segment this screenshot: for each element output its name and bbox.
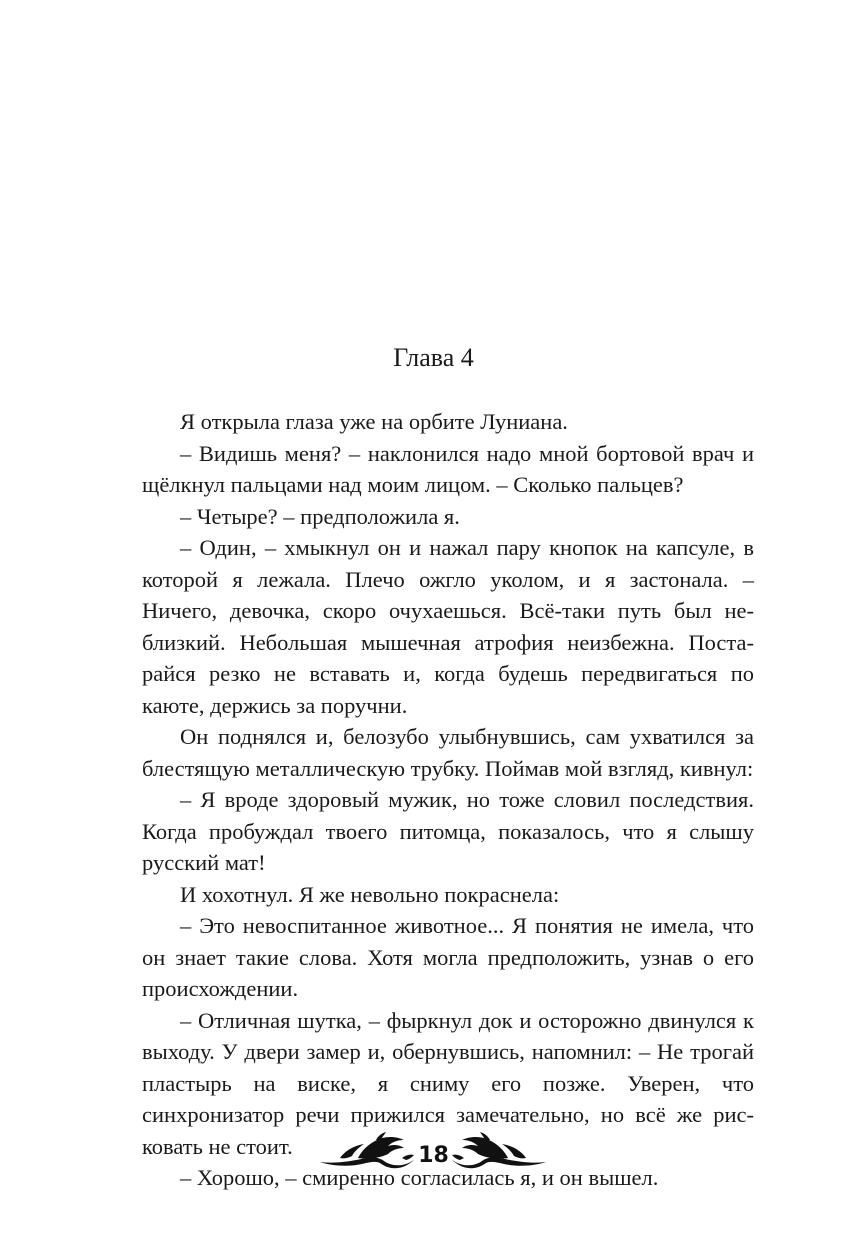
chapter-title: Глава 4 — [393, 343, 474, 372]
paragraph: – Один, – хмыкнул он и нажал пару кнопок на капсуле, в которой я лежала. Плечо ожгло уколом, и я застонала. – Ничего, девочка, скоро очухаешься. Всё-таки путь был неблизкий. Небольшая мышечная атрофия неизбежна. Постарайся резко не вставать и, когда будешь передвигаться по каюте, держись за поручни. — [142, 535, 754, 718]
paragraph: – Это невоспитанное животное... Я понятия не имела, что он знает такие слова. Хотя могла предположить, узнав о его происхождении. — [142, 913, 754, 1001]
paragraph: И хохотнул. Я же невольно покраснела: — [180, 881, 560, 907]
dragon-ornament-right-icon — [448, 1128, 548, 1172]
paragraph: Он поднялся и, белозубо улыбнувшись, сам ухватился за блестящую металлическую трубку. Поймав мой взгляд, кивнул: — [142, 724, 754, 781]
chapter-body — [142, 406, 754, 1194]
paragraph: – Видишь меня? – наклонился надо мной бортовой врач и щёлкнул пальцами над моим лицом. – Сколько пальцев? — [142, 440, 754, 497]
paragraph: – Хорошо, – смиренно согласилась я, и он вышел. — [180, 1165, 659, 1190]
page-footer — [0, 1128, 867, 1188]
paragraph: – Четыре? – предположила я. — [180, 503, 460, 529]
paragraph: Я открыла глаза уже на орбите Луниана. — [180, 409, 568, 434]
paragraph: – Отличная шутка, – фыркнул док и осторожно двинулся к выходу. У двери замер и, обернувшись, напомнил: – Не трогай пластырь на виске, я сниму его позже. Уверен, что синхронизатор речи прижился замечательно, но всё же рисковать не стоит. — [142, 1007, 754, 1159]
page-number: 18 — [418, 1143, 449, 1168]
paragraph: – Я вроде здоровый мужик, но тоже словил последствия. Когда пробуждал твоего питомца, показалось, что я слышу русский мат! — [142, 787, 754, 875]
